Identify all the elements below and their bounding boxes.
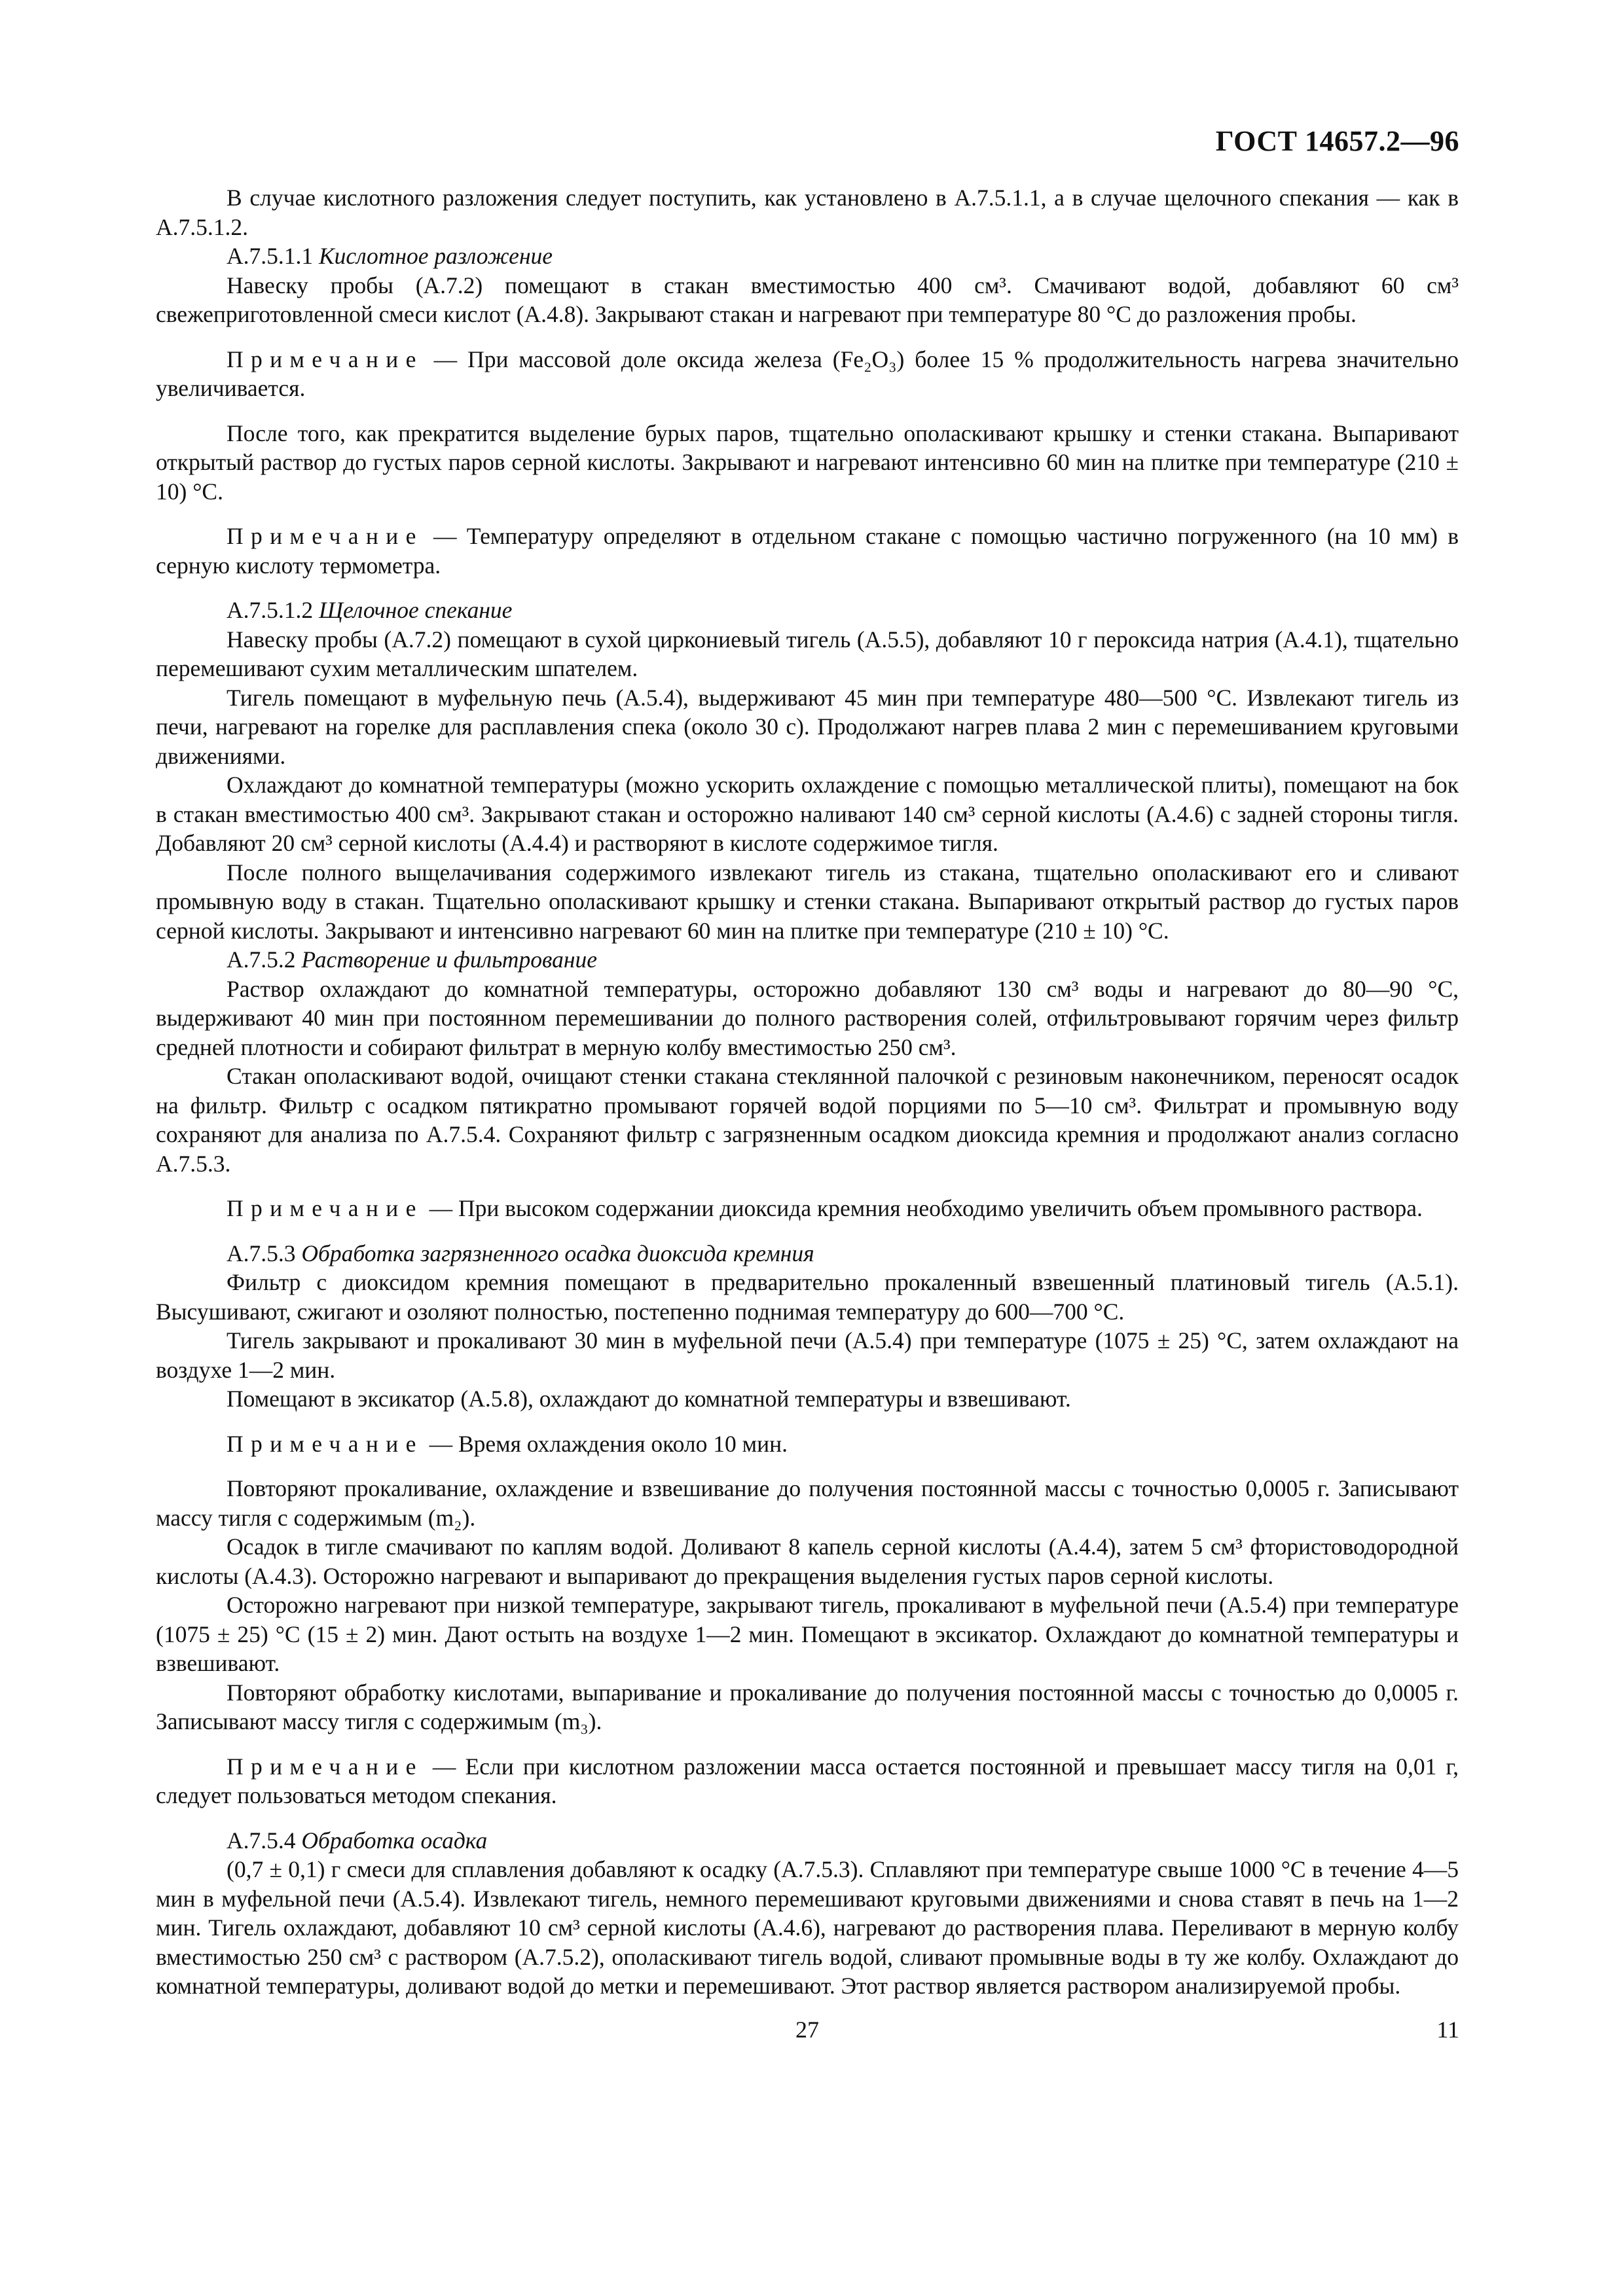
section-heading xyxy=(156,945,1459,975)
page-number-right: 11 xyxy=(1436,2017,1459,2043)
body-paragraph xyxy=(156,1855,1459,2001)
paragraph-text: Раствор охлаждают до комнатной температуры, осторожно добавляют 130 см³ воды и нагревают до 80—90 °С, выдерживают 40 мин при постоянном перемешивании до полного растворения солей, отфильтровывают горячим через фильтр средней плотности и собирают фильтрат в мерную колбу вместимостью 250 см³. xyxy=(156,975,1459,1060)
section-title: Щелочное спекание xyxy=(319,597,513,623)
body-paragraph xyxy=(156,858,1459,946)
section-number: А.7.5.2 xyxy=(227,946,302,973)
body-paragraph xyxy=(156,1326,1459,1384)
paragraph-text: Повторяют обработку кислотами, выпаривание и прокаливание до получения постоянной массы с точностью до 0,0005 г. Записывают массу тигля с содержимым (m₃). xyxy=(156,1679,1459,1734)
paragraph-text: Охлаждают до комнатной температуры (можно ускорить охлаждение с помощью металлической плиты), помещают на бок в стакан вместимостью 400 см³. Закрывают стакан и осторожно наливают 140 см³ серной кислоты (А.4.6) с задней стороны тигля. Добавляют 20 см³ серной кислоты (А.4.4) и растворяют в кислоте содержимое тигля. xyxy=(156,772,1459,856)
section-heading xyxy=(156,242,1459,271)
body-paragraph xyxy=(156,1590,1459,1678)
paragraph-text: — При массовой доле оксида железа (Fe₂O₃) более 15 % продолжительность нагрева значительно увеличивается. xyxy=(156,346,1459,401)
section-title: Кислотное разложение xyxy=(319,243,553,269)
body-paragraph xyxy=(156,271,1459,329)
section-number: А.7.5.3 xyxy=(227,1240,302,1266)
note-paragraph xyxy=(156,1752,1459,1810)
body-paragraph xyxy=(156,183,1459,242)
section-number: А.7.5.1.1 xyxy=(227,243,319,269)
paragraph-text: — Время охлаждения около 10 мин. xyxy=(423,1430,788,1457)
paragraph-text: Навеску пробы (А.7.2) помещают в сухой циркониевый тигель (А.5.5), добавляют 10 г пероксида натрия (А.4.1), тщательно перемешивают сухим металлическим шпателем. xyxy=(156,626,1459,681)
paragraph-text: Тигель помещают в муфельную печь (А.5.4), выдерживают 45 мин при температуре 480—500 °С. Извлекают тигель из печи, нагревают на горелке для расплавления спека (около 30 с). Продолжают нагрев плава 2 мин с перемешиванием круговыми движениями. xyxy=(156,684,1459,769)
body-paragraph xyxy=(156,419,1459,507)
section-title: Обработка загрязненного осадка диоксида кремния xyxy=(301,1240,814,1266)
body-paragraph xyxy=(156,683,1459,771)
note-label: Примечание xyxy=(227,346,424,372)
paragraph-text: Помещают в эксикатор (А.5.8), охлаждают до комнатной температуры и взвешивают. xyxy=(227,1386,1071,1412)
document-body xyxy=(156,183,1459,2001)
paragraph-text: Осторожно нагревают при низкой температуре, закрывают тигель, прокаливают в муфельной печи (А.5.4) при температуре (1075 ± 25) °С (15 ± 2) мин. Дают остыть на воздухе 1—2 мин. Помещают в эксикатор. Охлаждают до комнатной температуры и взвешивают. xyxy=(156,1592,1459,1676)
body-paragraph xyxy=(156,1474,1459,1532)
section-heading xyxy=(156,1826,1459,1856)
body-paragraph xyxy=(156,770,1459,858)
page-number-center: 27 xyxy=(795,2017,819,2043)
paragraph-text: Осадок в тигле смачивают по каплям водой. Доливают 8 капель серной кислоты (А.4.4), затем 5 см³ фтористоводородной кислоты (А.4.3). Осторожно нагревают и выпаривают до прекращения выделения густых паров серной кислоты. xyxy=(156,1534,1459,1589)
paragraph-text: После полного выщелачивания содержимого извлекают тигель из стакана, тщательно ополаскивают его и сливают промывную воду в стакан. Тщательно ополаскивают крышку и стенки стакана. Выпаривают открытый раствор до густых паров серной кислоты. Закрывают и интенсивно нагревают 60 мин на плитке при температуре (210 ± 10) °С. xyxy=(156,859,1459,944)
paragraph-text: После того, как прекратится выделение бурых паров, тщательно ополаскивают крышку и стенки стакана. Выпаривают открытый раствор до густых паров серной кислоты. Закрывают и нагревают интенсивно 60 мин на плитке при температуре (210 ± 10) °С. xyxy=(156,420,1459,505)
section-number: А.7.5.4 xyxy=(227,1827,302,1854)
note-label: Примечание xyxy=(227,1753,424,1780)
paragraph-text: (0,7 ± 0,1) г смеси для сплавления добавляют к осадку (А.7.5.3). Сплавляют при температуре свыше 1000 °С в течение 4—5 мин в муфельной печи (А.5.4). Извлекают тигель, немного перемешивают круговыми движениями и снова ставят в печь на 1—2 мин. Тигель охлаждают, добавляют 10 см³ серной кислоты (А.4.6), нагревают до растворения плава. Переливают в мерную колбу вместимостью 250 см³ с раствором (А.7.5.2), ополаскивают тигель водой, сливают промывные воды в ту же колбу. Охлаждают до комнатной температуры, доливают водой до метки и перемешивают. Этот раствор является раствором анализируемой пробы. xyxy=(156,1856,1459,1999)
document-header: ГОСТ 14657.2—96 xyxy=(1215,125,1459,157)
note-paragraph xyxy=(156,1194,1459,1223)
body-paragraph xyxy=(156,1062,1459,1178)
section-title: Растворение и фильтрование xyxy=(301,946,597,973)
paragraph-text: — Если при кислотном разложении масса остается постоянной и превышает массу тигля на 0,01 г, следует пользоваться методом спекания. xyxy=(156,1753,1459,1808)
note-label: Примечание xyxy=(227,523,424,549)
paragraph-text: Стакан ополаскивают водой, очищают стенки стакана стеклянной палочкой с резиновым наконечником, переносят осадок на фильтр. Фильтр с осадком пятикратно промывают горячей водой порциями по 5—10 см³. Фильтрат и промывную воду сохраняют для анализа по А.7.5.4. Сохраняют фильтр с загрязненным осадком диоксида кремния и продолжают анализ согласно А.7.5.3. xyxy=(156,1063,1459,1177)
paragraph-text: Тигель закрывают и прокаливают 30 мин в муфельной печи (А.5.4) при температуре (1075 ± 25) °С, затем охлаждают на воздухе 1—2 мин. xyxy=(156,1327,1459,1383)
paragraph-text: В случае кислотного разложения следует поступить, как установлено в А.7.5.1.1, а в случае щелочного спекания — как в А.7.5.1.2. xyxy=(156,185,1459,240)
note-paragraph xyxy=(156,1429,1459,1459)
paragraph-text: — При высоком содержании диоксида кремния необходимо увеличить объем промывного раствора. xyxy=(423,1195,1423,1221)
section-heading xyxy=(156,596,1459,625)
body-paragraph xyxy=(156,1532,1459,1590)
body-paragraph xyxy=(156,1268,1459,1326)
note-label: Примечание xyxy=(227,1195,424,1221)
section-number: А.7.5.1.2 xyxy=(227,597,319,623)
body-paragraph xyxy=(156,975,1459,1062)
paragraph-text: Навеску пробы (А.7.2) помещают в стакан вместимостью 400 см³. Смачивают водой, добавляют 60 см³ свежеприготовленной смеси кислот (А.4.8). Закрывают стакан и нагревают при температуре 80 °С до разложения пробы. xyxy=(156,272,1459,327)
body-paragraph xyxy=(156,1384,1459,1414)
paragraph-text: — Температуру определяют в отдельном стакане с помощью частично погруженного (на 10 мм) в серную кислоту термометра. xyxy=(156,523,1459,579)
body-paragraph xyxy=(156,625,1459,683)
note-paragraph xyxy=(156,345,1459,403)
paragraph-text: Повторяют прокаливание, охлаждение и взвешивание до получения постоянной массы с точностью 0,0005 г. Записывают массу тигля с содержимым (m₂). xyxy=(156,1475,1459,1531)
section-title: Обработка осадка xyxy=(301,1827,488,1854)
section-heading xyxy=(156,1239,1459,1268)
note-label: Примечание xyxy=(227,1430,424,1457)
note-paragraph xyxy=(156,522,1459,580)
paragraph-text: Фильтр с диоксидом кремния помещают в предварительно прокаленный взвешенный платиновый тигель (А.5.1). Высушивают, сжигают и озоляют полностью, постепенно поднимая температуру до 600—700 °С. xyxy=(156,1269,1459,1325)
body-paragraph xyxy=(156,1678,1459,1736)
